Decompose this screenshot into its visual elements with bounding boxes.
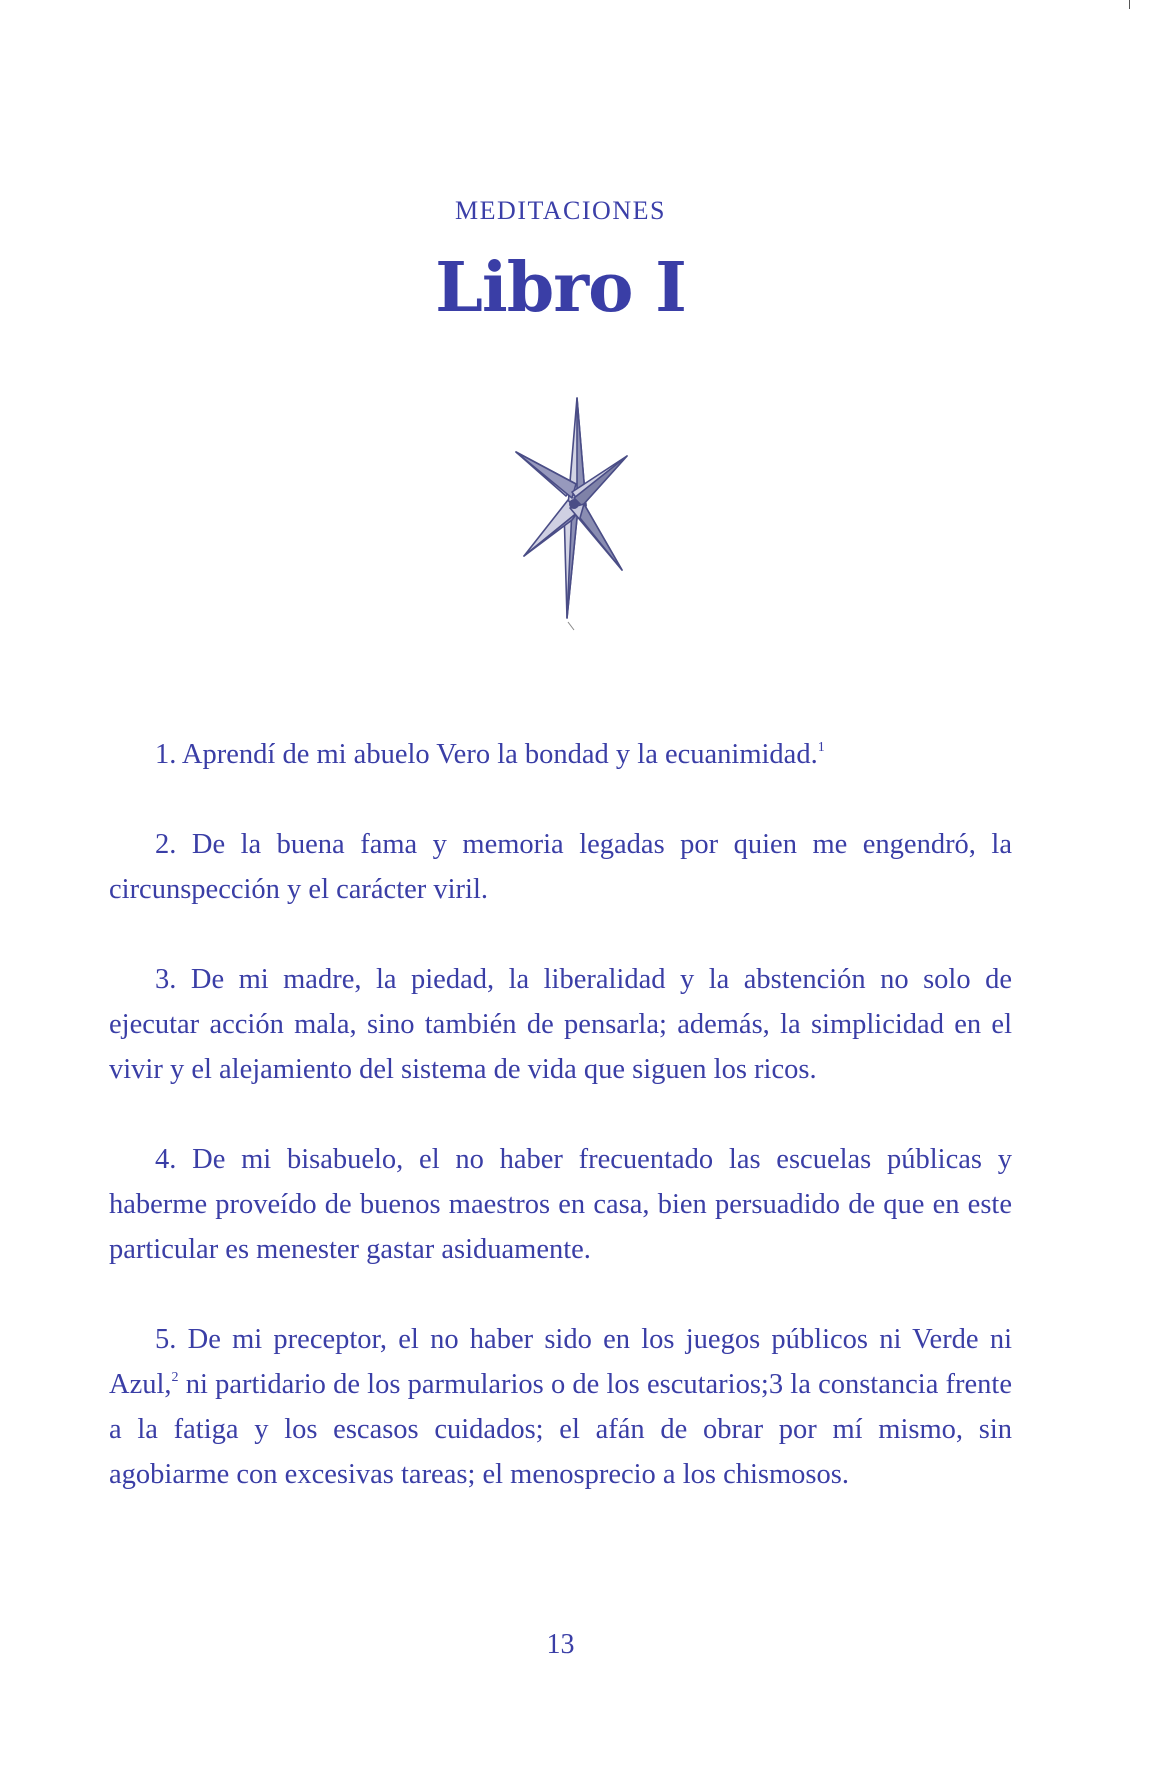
paragraph-4 (109, 1137, 1012, 1272)
body-text (109, 732, 1012, 1542)
paragraph-1-text: 1. Aprendí de mi abuelo Vero la bondad y la ecuanimidad. (155, 739, 818, 770)
paragraph-3 (109, 957, 1012, 1092)
chapter-title: Libro I (435, 248, 686, 328)
running-head: MEDITACIONES (455, 196, 666, 225)
crop-mark (1129, 0, 1130, 9)
footnote-ref-1[interactable]: 1 (817, 740, 825, 755)
paragraph-3-text: 3. De mi madre, la piedad, la liberalidad y la abstención no solo de ejecutar acción mala, sino también de pensarla; además, la simplicidad en el vivir y el alejamiento del sistema de vida que siguen los ricos. (109, 964, 1012, 1085)
paragraph-2 (109, 822, 1012, 912)
paragraph-1 (109, 732, 1012, 777)
paragraph-5-text-before: 5. De mi preceptor, el no haber sido en los juegos públicos ni Verde ni Azul, (109, 1324, 1012, 1400)
footnote-ref-2[interactable]: 2 (171, 1370, 179, 1385)
page-number: 13 (546, 1629, 575, 1660)
paragraph-2-text: 2. De la buena fama y memoria legadas por quien me engendró, la circunspección y el carácter viril. (109, 829, 1012, 905)
paragraph-5-text-after: ni partidario de los parmularios o de los escutarios;3 la constancia frente a la fatiga y los escasos cuidados; el afán de obrar por mí mismo, sin agobiarme con excesivas tareas; el menosprecio a los chismosos. (109, 1369, 1012, 1490)
compass-star-icon (510, 388, 630, 658)
paragraph-5 (109, 1317, 1012, 1497)
paragraph-4-text: 4. De mi bisabuelo, el no haber frecuentado las escuelas públicas y haberme proveído de buenos maestros en casa, bien persuadido de que en este particular es menester gastar asiduamente. (109, 1144, 1012, 1265)
